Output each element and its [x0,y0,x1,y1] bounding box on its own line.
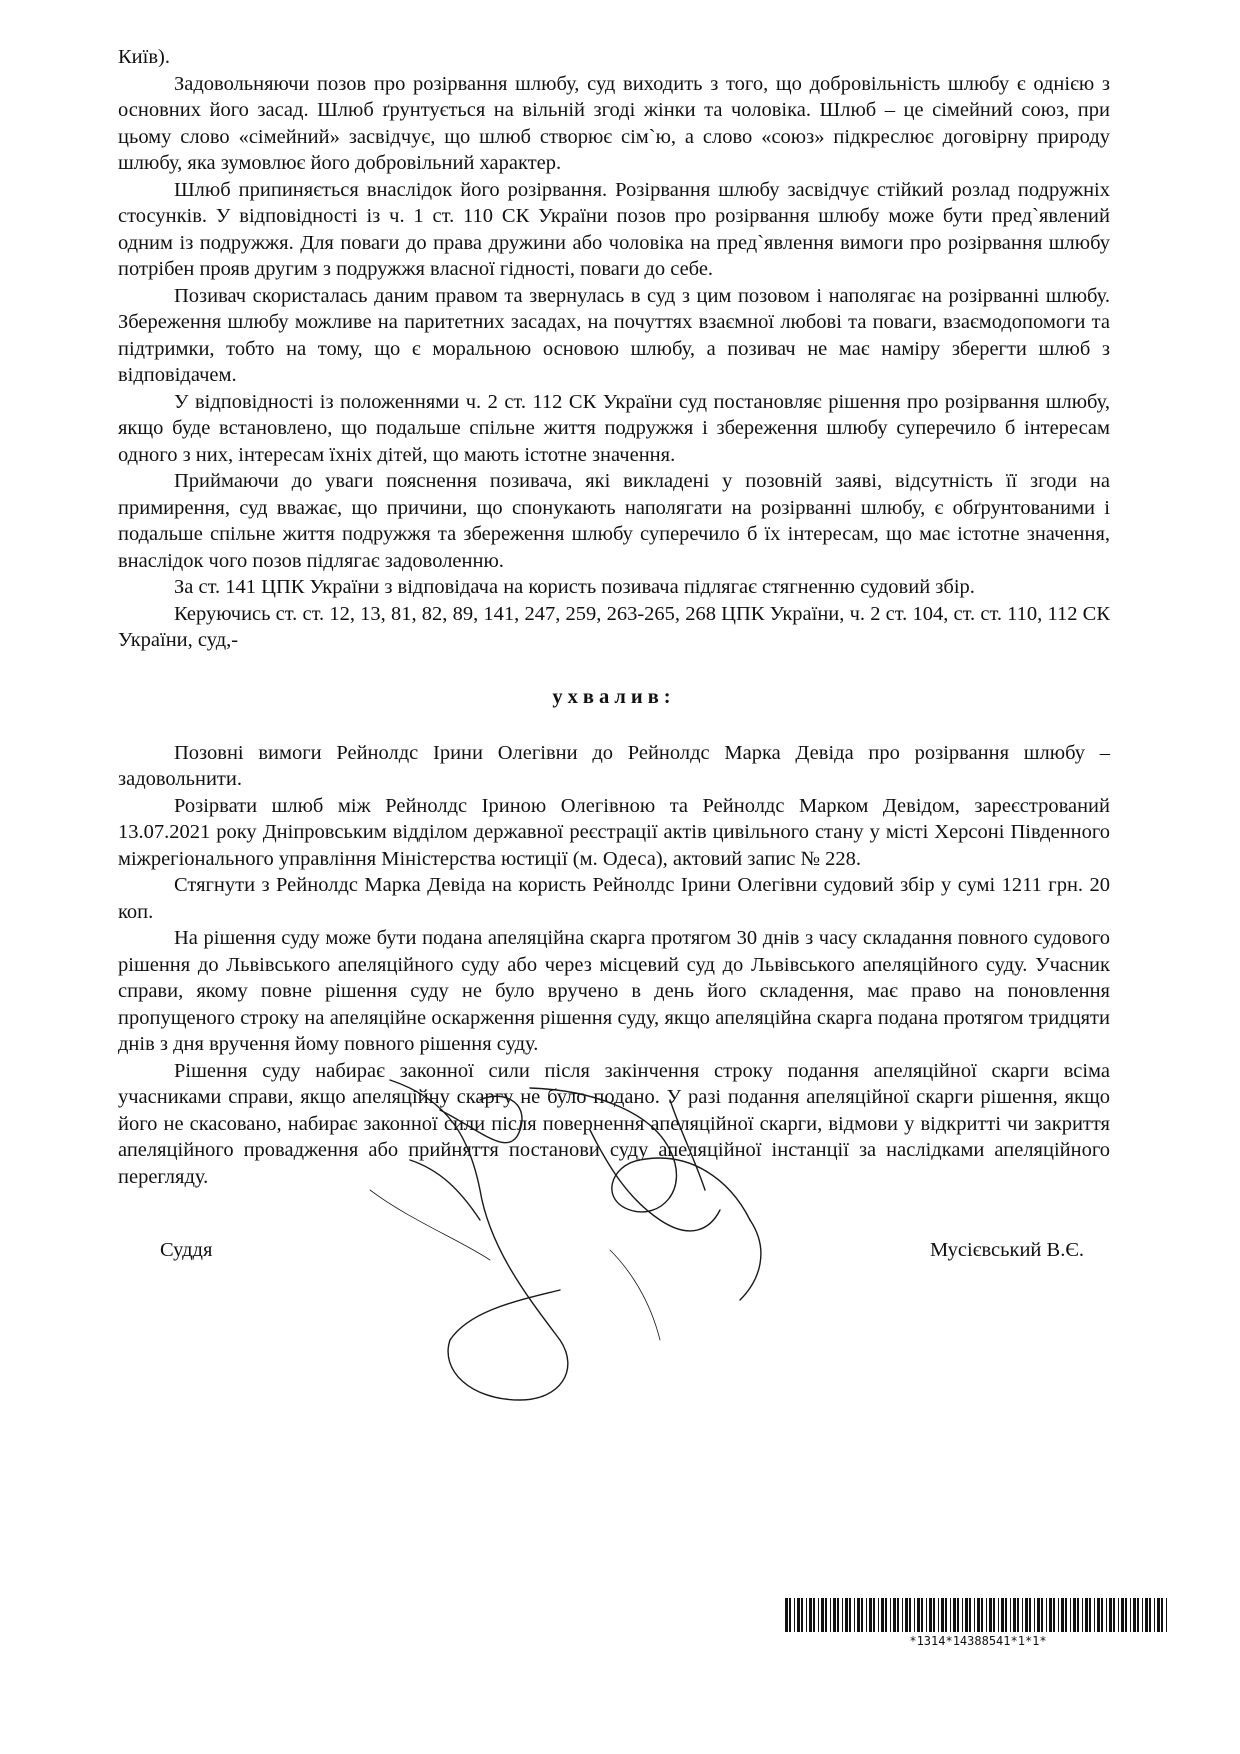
barcode-bar [869,1598,872,1632]
barcode-bar [1041,1598,1043,1632]
barcode-bar [1109,1598,1112,1632]
barcode-bar [1013,1598,1016,1632]
barcode-bar [890,1598,891,1632]
barcode-bar [861,1598,863,1632]
handwritten-signature [330,1070,890,1430]
barcode-bar [1106,1598,1107,1632]
barcode-bar [878,1598,879,1632]
barcode-bar [921,1598,923,1632]
barcode-bar [854,1598,855,1632]
barcode-bar [1133,1598,1136,1632]
barcode-bar [1049,1598,1052,1632]
barcode-bar [945,1598,947,1632]
barcode-bar [1154,1598,1155,1632]
barcode-bar [969,1598,971,1632]
barcode-bar [1017,1598,1019,1632]
barcode-bar [962,1598,963,1632]
barcode-bar [1010,1598,1011,1632]
barcode-bar [1118,1598,1119,1632]
resolution-heading: ухвалив: [552,685,676,708]
barcode-bar [974,1598,975,1632]
barcode-bar [998,1598,999,1632]
paragraph: Стягнути з Рейнолдс Марка Девіда на користь Рейнолдс Ірини Олегівни судовий збір у сумі 1211 грн. 20 коп. [118,874,1110,923]
judge-role: Суддя [160,1239,213,1261]
barcode-bar [1137,1598,1139,1632]
barcode-bar [893,1598,896,1632]
barcode [783,1598,1173,1656]
barcode-bar [849,1598,851,1632]
paragraph: Керуючись ст. ст. 12, 13, 81, 82, 89, 141, 247, 259, 263-265, 268 ЦПК України, ч. 2 ст. 104, ст. ст. 110, 112 СК України, суд,- [118,602,1110,651]
barcode-bar [866,1598,867,1632]
barcode-bar [1058,1598,1059,1632]
barcode-bar [977,1598,980,1632]
barcode-bar [785,1598,788,1632]
barcode-bar [789,1598,791,1632]
barcode-bar [1130,1598,1131,1632]
barcode-bar [1125,1598,1127,1632]
barcode-bar [1005,1598,1007,1632]
barcode-bar [881,1598,884,1632]
barcode-bar [1166,1598,1167,1632]
barcode-bar [1142,1598,1143,1632]
barcode-bar [1097,1598,1100,1632]
barcode-bar [857,1598,860,1632]
paragraph: Позовні вимоги Рейнолдс Ірини Олегівни до Рейнолдс Марка Девіда про розірвання шлюбу – задовольнити. [118,741,1110,790]
barcode-bar [914,1598,915,1632]
barcode-bar [1157,1598,1160,1632]
paragraph: Шлюб припиняється внаслідок його розірвання. Розірвання шлюбу засвідчує стійкий розлад подружніх стосунків. У відповідності із ч. 1 ст. 110 СК України позов про розірвання шлюбу може бути пред`явлений одним із подружжя. Для поваги до права дружини або чоловіка на пред`явлення вимоги про розірвання шлюбу потрібен прояв другим з подружжя власної гідності, поваги до себе. [118,178,1110,280]
barcode-bar [933,1598,935,1632]
barcode-bar [1053,1598,1055,1632]
barcode-bar [1070,1598,1071,1632]
barcode-bar [993,1598,995,1632]
barcode-bar [809,1598,812,1632]
barcode-bar [941,1598,944,1632]
barcode-bar [1101,1598,1103,1632]
barcode-bar [818,1598,819,1632]
paragraph: На рішення суду може бути подана апеляційна скарга протягом 30 днів з часу складання повного судового рішення до Львівського апеляційного суду або через місцевий суд до Львівського апеляційного суду. Учасник справи, якому повне рішення суду не було вручено в день його складення, має право на поновлення пропущеного строку на апеляційне оскарження рішення суду, якщо апеляційна скарга подана протягом тридцяти днів з дня вручення йому повного рішення суду. [118,927,1110,1055]
document-body [118,44,1110,1190]
barcode-bar [902,1598,903,1632]
barcode-bar [845,1598,848,1632]
barcode-bar [1046,1598,1047,1632]
barcode-bar [1085,1598,1088,1632]
barcode-bar [981,1598,983,1632]
barcode-bar [938,1598,939,1632]
judge-name: Мусієвський В.Є. [929,1239,1084,1261]
barcode-bar [833,1598,836,1632]
barcode-bar [842,1598,843,1632]
barcode-bar [1034,1598,1035,1632]
barcode-bars [783,1598,1173,1632]
barcode-bar [830,1598,831,1632]
continued-line: Київ). [118,46,170,68]
barcode-bar [1061,1598,1064,1632]
paragraph: За ст. 141 ЦПК України з відповідача на користь позивача підлягає стягненню судовий збір. [174,576,975,598]
paragraph: Рішення суду набирає законної сили після закінчення строку подання апеляційної скарги всіма учасниками справи, якщо апеляційну скаргу не було подано. У разі подання апеляційної скарги рішення, якщо його не скасовано, набирає законної сили після повернення апеляційної скарги, відмови у відкритті чи закриття апеляційного провадження або прийняття постанови суду апеляційної інстанції за наслідками апеляційного перегляду. [118,1059,1110,1188]
barcode-bar [1121,1598,1124,1632]
barcode-bar [797,1598,800,1632]
barcode-bar [905,1598,908,1632]
barcode-bar [1113,1598,1115,1632]
barcode-bar [1145,1598,1148,1632]
barcode-bar [929,1598,932,1632]
barcode-bar [1037,1598,1040,1632]
paragraph: Розірвати шлюб між Рейнолдс Іриною Олегівною та Рейнолдс Марком Девідом, зареєстрований 13.07.2021 року Дніпровським відділом державної реєстрації актів цивільного стану у місті Херсоні Південного міжрегіонального управління Міністерства юстиції (м. Одеса), актовий запис № 228. [118,794,1110,870]
barcode-bar [965,1598,968,1632]
barcode-bar [1029,1598,1031,1632]
barcode-bar [1161,1598,1163,1632]
barcode-bar [1149,1598,1151,1632]
paragraph: Задовольняючи позов про розірвання шлюбу, суд виходить з того, що добровільність шлюбу є однією з основних його засад. Шлюб ґрунтується на вільній згоді жінки та чоловіка. Шлюб – це сімейний союз, при цьому слово «сімейний» засвідчує, що шлюб створює сім`ю, а слово «союз» підкреслює договірну природу шлюбу, яка зумовлює його добровільний характер. [118,72,1110,174]
barcode-bar [806,1598,807,1632]
barcode-bar [837,1598,839,1632]
barcode-bar [1025,1598,1028,1632]
barcode-bar [794,1598,795,1632]
barcode-bar [821,1598,824,1632]
barcode-text: *1314*14388541*1*1* [909,1634,1047,1648]
barcode-bar [885,1598,887,1632]
barcode-bar [1089,1598,1091,1632]
barcode-bar [989,1598,992,1632]
paragraph: Позивач скористалась даним правом та звернулась в суд з цим позовом і наполягає на розірванні шлюбу. Збереження шлюбу можливе на паритетних засадах, на почуттях взаємної любові та поваги, взаємодопомоги та підтримки, тобто на тому, що є моральною основою шлюбу, а позивач не має наміру зберегти шлюб з відповідачем. [118,284,1110,386]
barcode-bar [813,1598,815,1632]
barcode-bar [1022,1598,1023,1632]
barcode-bar [986,1598,987,1632]
barcode-bar [873,1598,875,1632]
barcode-bar [897,1598,899,1632]
barcode-bar [926,1598,927,1632]
barcode-bar [917,1598,920,1632]
barcode-bar [1065,1598,1067,1632]
barcode-bar [801,1598,803,1632]
barcode-bar [1082,1598,1083,1632]
barcode-bar [957,1598,959,1632]
barcode-bar [1077,1598,1079,1632]
barcode-bar [1001,1598,1004,1632]
barcode-bar [950,1598,951,1632]
barcode-bar [825,1598,827,1632]
barcode-bar [909,1598,911,1632]
barcode-bar [953,1598,956,1632]
barcode-bar [1094,1598,1095,1632]
paragraph: Приймаючи до уваги пояснення позивача, які викладені у позовній заяві, відсутність її згоди на примирення, суд вважає, що причини, що спонукають наполягати на розірванні шлюбу, є обґрунтованими і подальше спільне життя подружжя та збереження шлюбу суперечило б їх інтересам, що має істотне значення, внаслідок чого позов підлягає задоволенню. [118,470,1110,572]
paragraph: У відповідності із положеннями ч. 2 ст. 112 СК України суд постановляє рішення про розірвання шлюбу, якщо буде встановлено, що подальше спільне життя подружжя і збереження шлюбу суперечило б інтересам одного з них, інтересам їхніх дітей, що мають істотне значення. [118,390,1110,466]
barcode-bar [1073,1598,1076,1632]
